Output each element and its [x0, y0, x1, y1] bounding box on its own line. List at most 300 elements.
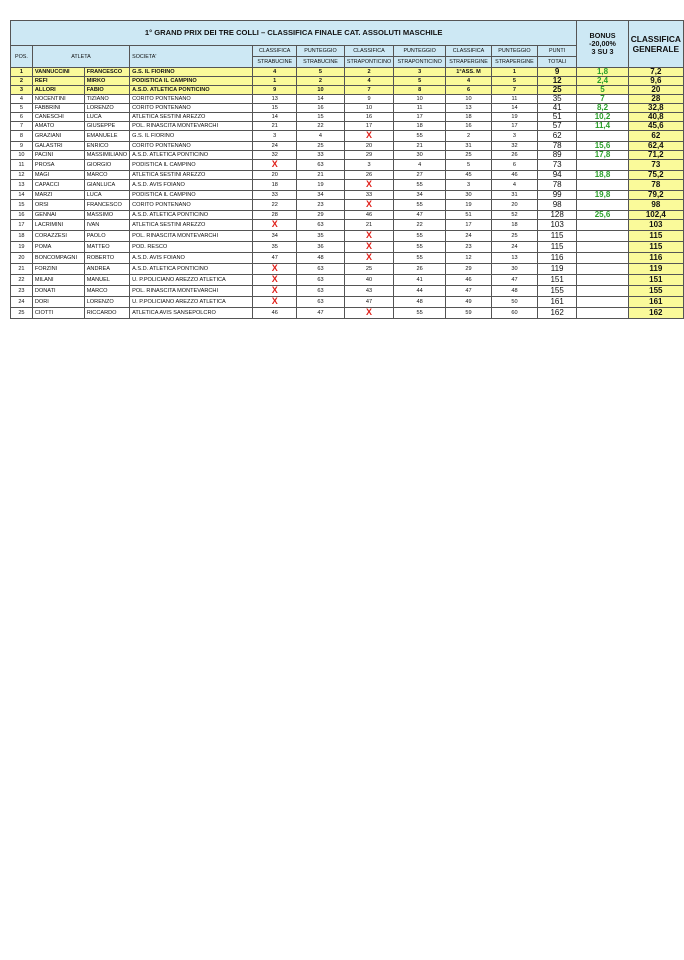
cell-pos: 21: [11, 264, 33, 275]
table-row: [11, 86, 684, 95]
cell-bonus: 7: [577, 95, 628, 104]
cell-cognome: REFI: [32, 77, 84, 86]
header-bonus-line3: 3 SU 3: [591, 47, 614, 56]
cell-pt-strabucine: 63: [297, 160, 345, 171]
cell-pt-strabucine: 47: [297, 308, 345, 319]
cell-cl-straponticino: 4: [344, 77, 393, 86]
cell-societa: POL. RINASCITA MONTEVARCHI: [130, 122, 253, 131]
cell-cl-straponticino: 3: [344, 160, 393, 171]
cell-pos: 2: [11, 77, 33, 86]
cell-pos: 5: [11, 104, 33, 113]
cell-punti-totali: 94: [537, 171, 576, 180]
cell-pos: 23: [11, 286, 33, 297]
cell-punti-totali: 151: [537, 275, 576, 286]
cell-pos: 6: [11, 113, 33, 122]
table-row: [11, 308, 684, 319]
cell-societa: CORITO PONTENANO: [130, 95, 253, 104]
cell-cognome: LACRIMINI: [32, 220, 84, 231]
table-row: [11, 231, 684, 242]
cell-cl-strabucine: 14: [253, 113, 297, 122]
cell-pt-strabucine: 22: [297, 122, 345, 131]
cell-classifica-generale: 75,2: [628, 171, 683, 180]
cell-bonus: [577, 275, 628, 286]
cell-pos: 9: [11, 142, 33, 151]
cell-cl-strapergine: 51: [446, 211, 492, 220]
cell-classifica-generale: 62,4: [628, 142, 683, 151]
cell-cl-straponticino: [344, 253, 393, 264]
cell-pt-straponticino: 55: [394, 200, 446, 211]
cell-cl-strapergine: 5: [446, 160, 492, 171]
cell-societa: U. P.POLICIANO AREZZO ATLETICA: [130, 275, 253, 286]
cell-societa: POD. RESCO: [130, 242, 253, 253]
cell-pt-strabucine: 35: [297, 231, 345, 242]
cell-punti-totali: 162: [537, 308, 576, 319]
cell-pt-straponticino: 17: [394, 113, 446, 122]
cell-nome: LORENZO: [84, 104, 129, 113]
cell-punti-totali: 9: [537, 68, 576, 77]
cell-classifica-generale: 102,4: [628, 211, 683, 220]
cell-societa: PODISTICA IL CAMPINO: [130, 77, 253, 86]
cell-bonus: 10,2: [577, 113, 628, 122]
header-cl-straponticino-1: CLASSIFICA: [344, 46, 393, 57]
cell-cl-straponticino: [344, 131, 393, 142]
cell-cl-strabucine: [253, 160, 297, 171]
cell-pt-strabucine: 63: [297, 220, 345, 231]
cell-cl-straponticino: [344, 308, 393, 319]
cell-pt-strabucine: 33: [297, 151, 345, 160]
cell-nome: MARCO: [84, 171, 129, 180]
cell-bonus: 1,8: [577, 68, 628, 77]
cell-nome: IVAN: [84, 220, 129, 231]
cell-pt-strapergine: 31: [492, 191, 538, 200]
cell-pt-strapergine: 20: [492, 200, 538, 211]
cell-pt-straponticino: 26: [394, 264, 446, 275]
cell-cl-strabucine: 1: [253, 77, 297, 86]
cell-nome: ENRICO: [84, 142, 129, 151]
cell-societa: CORITO PONTENANO: [130, 104, 253, 113]
cell-cl-straponticino: 43: [344, 286, 393, 297]
header-bonus-line2: -20,00%: [589, 39, 616, 48]
cell-societa: POL. RINASCITA MONTEVARCHI: [130, 231, 253, 242]
cell-pt-straponticino: 21: [394, 142, 446, 151]
cell-cl-strapergine: 12: [446, 253, 492, 264]
cell-punti-totali: 155: [537, 286, 576, 297]
cell-classifica-generale: 73: [628, 160, 683, 171]
cell-pos: 20: [11, 253, 33, 264]
cell-cl-strabucine: 20: [253, 171, 297, 180]
cell-cognome: FABBRINI: [32, 104, 84, 113]
absent-mark: X: [271, 285, 278, 295]
cell-pt-strabucine: 63: [297, 275, 345, 286]
cell-pos: 16: [11, 211, 33, 220]
cell-pt-strapergine: 1: [492, 68, 538, 77]
table-row: [11, 131, 684, 142]
cell-pos: 7: [11, 122, 33, 131]
cell-cognome: GRAZIANI: [32, 131, 84, 142]
cell-pt-strapergine: 47: [492, 275, 538, 286]
cell-nome: MASSIMILIANO: [84, 151, 129, 160]
table-row: [11, 68, 684, 77]
cell-pt-straponticino: 3: [394, 68, 446, 77]
cell-pt-straponticino: 55: [394, 231, 446, 242]
cell-nome: EMANUELE: [84, 131, 129, 142]
cell-punti-totali: 116: [537, 253, 576, 264]
cell-cl-strapergine: 18: [446, 113, 492, 122]
cell-pos: 4: [11, 95, 33, 104]
cell-cl-strapergine: 47: [446, 286, 492, 297]
cell-pt-straponticino: 8: [394, 86, 446, 95]
cell-cl-strabucine: [253, 264, 297, 275]
cell-bonus: [577, 131, 628, 142]
cell-cl-straponticino: 40: [344, 275, 393, 286]
cell-nome: GIANLUCA: [84, 180, 129, 191]
cell-punti-totali: 89: [537, 151, 576, 160]
cell-cl-strabucine: [253, 286, 297, 297]
cell-nome: MARCO: [84, 286, 129, 297]
cell-bonus: 11,4: [577, 122, 628, 131]
cell-pt-strapergine: 24: [492, 242, 538, 253]
cell-cognome: MILANI: [32, 275, 84, 286]
cell-punti-totali: 128: [537, 211, 576, 220]
cell-punti-totali: 99: [537, 191, 576, 200]
cell-pt-strapergine: 19: [492, 113, 538, 122]
cell-societa: PODISTICA IL CAMPINO: [130, 191, 253, 200]
cell-pt-straponticino: 55: [394, 242, 446, 253]
header-pos: POS.: [11, 46, 33, 68]
cell-cl-strabucine: 15: [253, 104, 297, 113]
cell-pos: 10: [11, 151, 33, 160]
absent-mark: X: [271, 159, 278, 169]
cell-cl-strabucine: 47: [253, 253, 297, 264]
cell-classifica-generale: 79,2: [628, 191, 683, 200]
cell-pt-strapergine: 52: [492, 211, 538, 220]
cell-bonus: [577, 264, 628, 275]
cell-cognome: BONCOMPAGNI: [32, 253, 84, 264]
table-row: [11, 200, 684, 211]
cell-cognome: MAGI: [32, 171, 84, 180]
cell-societa: A.S.D. AVIS FOIANO: [130, 253, 253, 264]
table-row: [11, 191, 684, 200]
absent-mark: X: [271, 219, 278, 229]
cell-pt-strapergine: 32: [492, 142, 538, 151]
table-row: [11, 95, 684, 104]
cell-cognome: GENNAI: [32, 211, 84, 220]
cell-societa: ATLETICA AVIS SANSEPOLCRO: [130, 308, 253, 319]
cell-classifica-generale: 20: [628, 86, 683, 95]
table-row: [11, 297, 684, 308]
cell-pt-strabucine: 19: [297, 180, 345, 191]
cell-cl-strabucine: [253, 220, 297, 231]
cell-societa: CORITO PONTENANO: [130, 200, 253, 211]
cell-pt-straponticino: 30: [394, 151, 446, 160]
cell-societa: POL. RINASCITA MONTEVARCHI: [130, 286, 253, 297]
cell-classifica-generale: 162: [628, 308, 683, 319]
cell-nome: ROBERTO: [84, 253, 129, 264]
header-pt-strabucine-1: PUNTEGGIO: [297, 46, 345, 57]
cell-cognome: ORSI: [32, 200, 84, 211]
cell-pt-strabucine: 5: [297, 68, 345, 77]
cell-classifica-generale: 151: [628, 275, 683, 286]
cell-nome: TIZIANO: [84, 95, 129, 104]
cell-cl-strapergine: 23: [446, 242, 492, 253]
cell-pos: 14: [11, 191, 33, 200]
cell-cl-strapergine: 16: [446, 122, 492, 131]
cell-pt-strabucine: 15: [297, 113, 345, 122]
cell-pt-straponticino: 10: [394, 95, 446, 104]
cell-cl-straponticino: 16: [344, 113, 393, 122]
cell-cl-strabucine: 22: [253, 200, 297, 211]
cell-pt-straponticino: 55: [394, 253, 446, 264]
header-cl-straponticino-2: STRAPONTICINO: [344, 57, 393, 68]
cell-nome: PAOLO: [84, 231, 129, 242]
cell-pos: 8: [11, 131, 33, 142]
cell-pt-straponticino: 27: [394, 171, 446, 180]
cell-societa: A.S.D. ATLETICA PONTICINO: [130, 211, 253, 220]
cell-nome: FABIO: [84, 86, 129, 95]
cell-cl-straponticino: 2: [344, 68, 393, 77]
cell-nome: FRANCESCO: [84, 68, 129, 77]
cell-pos: 13: [11, 180, 33, 191]
cell-cognome: CORAZZESI: [32, 231, 84, 242]
cell-cl-straponticino: 10: [344, 104, 393, 113]
cell-nome: LUCA: [84, 191, 129, 200]
cell-punti-totali: 115: [537, 242, 576, 253]
cell-cl-strapergine: 1°ASS. M: [446, 68, 492, 77]
cell-bonus: [577, 220, 628, 231]
cell-classifica-generale: 115: [628, 231, 683, 242]
cell-pos: 18: [11, 231, 33, 242]
cell-pt-strabucine: 23: [297, 200, 345, 211]
table-row: [11, 264, 684, 275]
header-pt-straponticino-1: PUNTEGGIO: [394, 46, 446, 57]
table-row: [11, 171, 684, 180]
cell-pt-straponticino: 55: [394, 308, 446, 319]
cell-classifica-generale: 115: [628, 242, 683, 253]
cell-cl-straponticino: 25: [344, 264, 393, 275]
cell-cognome: DORI: [32, 297, 84, 308]
cell-pos: 22: [11, 275, 33, 286]
cell-cl-straponticino: 17: [344, 122, 393, 131]
cell-cl-straponticino: 7: [344, 86, 393, 95]
cell-pt-strabucine: 21: [297, 171, 345, 180]
absent-mark: X: [366, 179, 373, 189]
cell-nome: GIORGIO: [84, 160, 129, 171]
cell-pt-strabucine: 63: [297, 286, 345, 297]
cell-cl-strabucine: 21: [253, 122, 297, 131]
header-societa: SOCIETA': [130, 46, 253, 68]
cell-cognome: ALLORI: [32, 86, 84, 95]
cell-bonus: [577, 308, 628, 319]
header-gen-line2: GENERALE: [632, 44, 680, 54]
cell-classifica-generale: 103: [628, 220, 683, 231]
header-punti-2: TOTALI: [537, 57, 576, 68]
absent-mark: X: [366, 307, 373, 317]
cell-punti-totali: 57: [537, 122, 576, 131]
cell-punti-totali: 98: [537, 200, 576, 211]
cell-pt-straponticino: 44: [394, 286, 446, 297]
cell-nome: LORENZO: [84, 297, 129, 308]
cell-cl-strabucine: 33: [253, 191, 297, 200]
cell-pt-strapergine: 6: [492, 160, 538, 171]
cell-bonus: [577, 297, 628, 308]
header-cl-strapergine-1: CLASSIFICA: [446, 46, 492, 57]
cell-pt-strabucine: 14: [297, 95, 345, 104]
cell-cl-straponticino: 21: [344, 220, 393, 231]
cell-classifica-generale: 119: [628, 264, 683, 275]
cell-pt-straponticino: 55: [394, 180, 446, 191]
cell-bonus: 5: [577, 86, 628, 95]
header-pt-straponticino-2: STRAPONTICINO: [394, 57, 446, 68]
cell-societa: PODISTICA IL CAMPINO: [130, 160, 253, 171]
cell-cl-straponticino: 46: [344, 211, 393, 220]
cell-pt-straponticino: 5: [394, 77, 446, 86]
cell-cl-straponticino: 20: [344, 142, 393, 151]
cell-classifica-generale: 62: [628, 131, 683, 142]
table-row: [11, 113, 684, 122]
cell-pt-strabucine: 2: [297, 77, 345, 86]
cell-cognome: CAPACCI: [32, 180, 84, 191]
header-classifica-generale: [628, 21, 683, 68]
cell-pt-straponticino: 34: [394, 191, 446, 200]
cell-pt-strapergine: 17: [492, 122, 538, 131]
cell-cognome: POMA: [32, 242, 84, 253]
cell-classifica-generale: 45,6: [628, 122, 683, 131]
table-row: [11, 286, 684, 297]
cell-bonus: 2,4: [577, 77, 628, 86]
header-pt-strapergine-1: PUNTEGGIO: [492, 46, 538, 57]
cell-cl-strabucine: 4: [253, 68, 297, 77]
cell-pt-straponticino: 41: [394, 275, 446, 286]
cell-cognome: AMATO: [32, 122, 84, 131]
cell-pt-strapergine: 48: [492, 286, 538, 297]
cell-classifica-generale: 155: [628, 286, 683, 297]
cell-pt-strabucine: 29: [297, 211, 345, 220]
header-punti-1: PUNTI: [537, 46, 576, 57]
table-row: [11, 275, 684, 286]
cell-cl-strapergine: 4: [446, 77, 492, 86]
cell-cognome: PACINI: [32, 151, 84, 160]
table-title: 1° GRAND PRIX DEI TRE COLLI – CLASSIFICA FINALE CAT. ASSOLUTI MASCHILE: [11, 21, 577, 46]
cell-pt-strapergine: 7: [492, 86, 538, 95]
cell-pt-strabucine: 16: [297, 104, 345, 113]
cell-classifica-generale: 78: [628, 180, 683, 191]
cell-societa: ATLETICA SESTINI AREZZO: [130, 220, 253, 231]
cell-punti-totali: 78: [537, 180, 576, 191]
cell-cl-strapergine: 13: [446, 104, 492, 113]
cell-cl-straponticino: [344, 231, 393, 242]
cell-nome: FRANCESCO: [84, 200, 129, 211]
cell-cl-straponticino: 47: [344, 297, 393, 308]
cell-punti-totali: 115: [537, 231, 576, 242]
cell-pos: 1: [11, 68, 33, 77]
cell-classifica-generale: 7,2: [628, 68, 683, 77]
cell-cognome: NOCENTINI: [32, 95, 84, 104]
cell-pos: 3: [11, 86, 33, 95]
cell-classifica-generale: 116: [628, 253, 683, 264]
cell-cl-strabucine: 28: [253, 211, 297, 220]
cell-bonus: 25,6: [577, 211, 628, 220]
cell-cl-strapergine: 46: [446, 275, 492, 286]
cell-pt-straponticino: 48: [394, 297, 446, 308]
header-cl-strabucine-1: CLASSIFICA: [253, 46, 297, 57]
cell-pt-strapergine: 60: [492, 308, 538, 319]
cell-cl-straponticino: [344, 200, 393, 211]
cell-bonus: [577, 160, 628, 171]
absent-mark: X: [366, 199, 373, 209]
header-pt-strapergine-2: STRAPERGINE: [492, 57, 538, 68]
cell-pt-strapergine: 4: [492, 180, 538, 191]
cell-pt-straponticino: 55: [394, 131, 446, 142]
cell-pt-straponticino: 22: [394, 220, 446, 231]
cell-bonus: 17,8: [577, 151, 628, 160]
cell-cl-strapergine: 25: [446, 151, 492, 160]
cell-punti-totali: 62: [537, 131, 576, 142]
cell-pos: 17: [11, 220, 33, 231]
cell-pt-strapergine: 26: [492, 151, 538, 160]
cell-pt-strapergine: 18: [492, 220, 538, 231]
cell-pt-strapergine: 30: [492, 264, 538, 275]
table-row: [11, 220, 684, 231]
cell-cognome: PROSA: [32, 160, 84, 171]
cell-cl-strapergine: 6: [446, 86, 492, 95]
cell-societa: G.S. IL FIORINO: [130, 131, 253, 142]
cell-cl-strabucine: 32: [253, 151, 297, 160]
cell-pt-strabucine: 63: [297, 264, 345, 275]
ranking-table: [10, 20, 684, 319]
cell-pt-strapergine: 50: [492, 297, 538, 308]
cell-pos: 12: [11, 171, 33, 180]
table-row: [11, 253, 684, 264]
table-row: [11, 104, 684, 113]
cell-pt-strapergine: 14: [492, 104, 538, 113]
cell-bonus: [577, 242, 628, 253]
absent-mark: X: [271, 274, 278, 284]
cell-pt-straponticino: 47: [394, 211, 446, 220]
cell-punti-totali: 41: [537, 104, 576, 113]
cell-pos: 11: [11, 160, 33, 171]
cell-pt-strabucine: 63: [297, 297, 345, 308]
cell-pt-strapergine: 25: [492, 231, 538, 242]
cell-cl-strapergine: 2: [446, 131, 492, 142]
absent-mark: X: [366, 230, 373, 240]
cell-pos: 19: [11, 242, 33, 253]
cell-cl-strapergine: 31: [446, 142, 492, 151]
cell-punti-totali: 161: [537, 297, 576, 308]
cell-bonus: [577, 253, 628, 264]
header-cl-strapergine-2: STRAPERGINE: [446, 57, 492, 68]
cell-cl-strapergine: 19: [446, 200, 492, 211]
cell-cl-straponticino: 9: [344, 95, 393, 104]
cell-pt-straponticino: 11: [394, 104, 446, 113]
table-row: [11, 142, 684, 151]
cell-bonus: [577, 180, 628, 191]
cell-cognome: CANESCHI: [32, 113, 84, 122]
cell-nome: MASSIMO: [84, 211, 129, 220]
cell-societa: A.S.D. AVIS FOIANO: [130, 180, 253, 191]
cell-punti-totali: 12: [537, 77, 576, 86]
cell-societa: A.S.D. ATLETICA PONTICINO: [130, 86, 253, 95]
cell-societa: U. P.POLICIANO AREZZO ATLETICA: [130, 297, 253, 308]
cell-pos: 15: [11, 200, 33, 211]
cell-nome: MIRKO: [84, 77, 129, 86]
cell-cl-strabucine: 18: [253, 180, 297, 191]
cell-bonus: [577, 286, 628, 297]
cell-cl-strabucine: 24: [253, 142, 297, 151]
cell-cl-strapergine: 3: [446, 180, 492, 191]
cell-punti-totali: 103: [537, 220, 576, 231]
cell-cl-strapergine: 45: [446, 171, 492, 180]
cell-cl-straponticino: 26: [344, 171, 393, 180]
